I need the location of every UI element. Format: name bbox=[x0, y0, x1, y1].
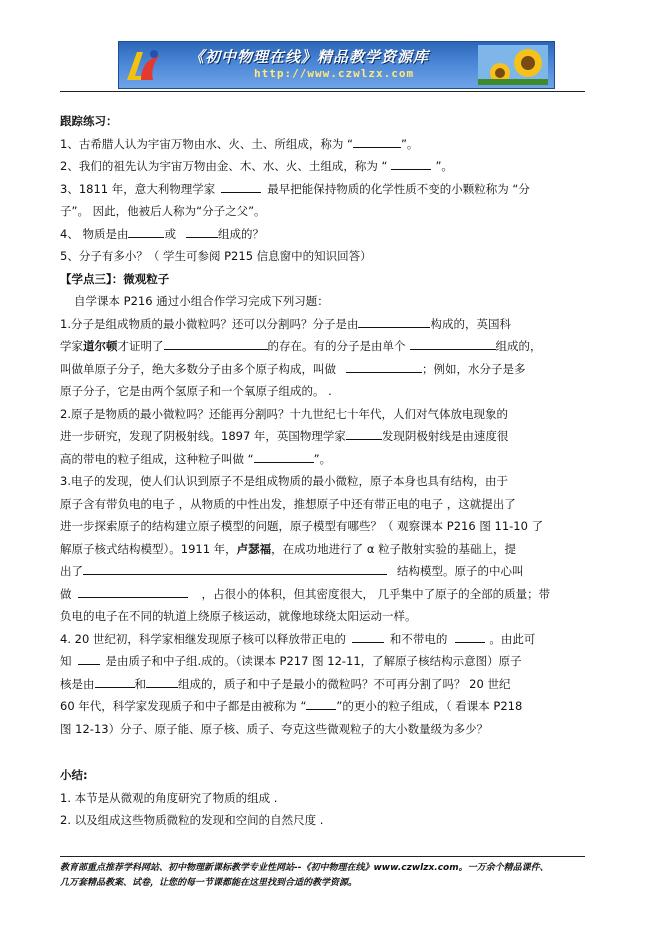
item-4-line-2: 知 是由质子和中子组.成的。（读课本 P217 图 12-11，了解原子核结构示意图）原子 bbox=[60, 650, 590, 673]
answer-blank bbox=[186, 224, 218, 238]
answer-blank bbox=[346, 359, 422, 373]
answer-blank bbox=[164, 336, 268, 350]
item-4-line-5: 图 12-13）分子、原子能、原子核、质子、夸克这些微观粒子的大小数量级为多少？ bbox=[60, 721, 489, 736]
question-4: 4、 物质是由 或 组成的？ bbox=[60, 223, 590, 246]
question-3: 3、1811 年，意大利物理学家 最早把能保持物质的化学性质不变的小颗粒称为 “分 bbox=[60, 178, 590, 201]
header-rule bbox=[60, 91, 585, 92]
item-2-line-3: 高的带电的粒子组成，这种粒子叫做 “ ”。 bbox=[60, 448, 590, 471]
answer-blank bbox=[353, 134, 401, 148]
answer-blank bbox=[358, 314, 430, 328]
item-3-line-5: 出了 结构模型。原子的中心叫 bbox=[60, 560, 590, 583]
answer-blank bbox=[128, 224, 164, 238]
item-1-line-2: 学家道尔顿才证明了 的存在。有的分子是由单个 组成的， bbox=[60, 335, 590, 358]
answer-blank bbox=[95, 674, 135, 688]
document-body bbox=[60, 110, 590, 832]
header-banner bbox=[118, 41, 555, 89]
item-4-line-4: 60 年代，科学家发现质子和中子都是由被称为 “ ”的更小的粒子组成，（ 看课本 P218 bbox=[60, 695, 590, 718]
point3-heading: 【学点三】：微观粒子 bbox=[60, 271, 170, 286]
answer-blank bbox=[306, 696, 336, 710]
item-1-line-4: 原子分子，它是由两个氢原子和一个氧原子组成的。 . bbox=[60, 384, 332, 398]
practice-heading: 跟踪练习： bbox=[60, 114, 118, 128]
answer-blank bbox=[410, 336, 496, 350]
answer-blank bbox=[146, 674, 178, 688]
item-3-line-6: 做 ，占很小的体积，但其密度很大， 几乎集中了原子的全部的质量；带 bbox=[60, 583, 590, 606]
footer-rule bbox=[60, 856, 585, 857]
question-2: 2、我们的祖先认为宇宙万物由金、木、水、火、土组成，称为 “ ”。 bbox=[60, 155, 590, 178]
item-2-line-1: 2.原子是物质的最小微粒吗？还能再分割吗？十九世纪七十年代，人们对气体放电现象的 bbox=[60, 406, 508, 421]
site-logo-icon bbox=[123, 46, 163, 84]
item-3-line-1: 3.电子的发现，使人们认识到原子不是组成物质的最小微粒，原子本身也具有结构，由于 bbox=[60, 474, 508, 488]
answer-blank bbox=[352, 629, 384, 643]
answer-blank bbox=[346, 426, 382, 440]
answer-blank bbox=[78, 651, 100, 665]
answer-blank bbox=[254, 449, 314, 463]
banner-url: http://www.czwlzx.com bbox=[254, 67, 415, 80]
answer-blank bbox=[83, 561, 387, 575]
summary-heading: 小结: bbox=[60, 768, 88, 782]
item-1-line-3: 叫做单原子分子，绝大多数分子由多个原子构成，叫做 ；例如，水分子是多 bbox=[60, 358, 590, 381]
item-1-line-1: 1.分子是组成物质的最小微粒吗？还可以分割吗？分子是由 构成的，英国科 bbox=[60, 313, 590, 336]
item-3-line-3: 进一步探索原子的结构建立原子模型的问题，原子模型有哪些？（ 观察课本 P216 图 11-10 了 bbox=[60, 519, 544, 533]
question-1: 1、古希腊人认为宇宙万物由水、火、土、所组成，称为 “ ”。 bbox=[60, 133, 590, 156]
item-2-line-2: 进一步研究，发现了阴极射线。1897 年，英国物理学家 发现阴极射线是由速度很 bbox=[60, 425, 590, 448]
footer-line-2: 几万套精品教案、试卷，让您的每一节课都能在这里找到合适的教学资源。 bbox=[60, 878, 358, 888]
answer-blank bbox=[78, 584, 188, 598]
item-4-line-1: 4. 20 世纪初，科学家相继发现原子核可以释放带正电的 和不带电的 。由此可 bbox=[60, 628, 590, 651]
banner-title: 《初中物理在线》精品教学资源库 bbox=[189, 48, 430, 66]
summary-item: 2. 以及组成这些物质微粒的发现和空间的自然尺度 . bbox=[60, 813, 324, 827]
question-3-cont: 子”。 因此，他被后人称为“分子之父”。 bbox=[60, 204, 266, 218]
item-4-line-3: 核是由 和 组成的，质子和中子是最小的微粒吗？不可再分割了吗？ 20 世纪 bbox=[60, 673, 590, 696]
item-3-line-2: 原子含有带负电的电子 ，从物质的中性出发，推想原子中还有带正电的电子 ，这就提出了 bbox=[60, 496, 516, 511]
question-5: 5、分子有多小？（ 学生可参阅 P215 信息窗中的知识回答） bbox=[60, 249, 372, 263]
footer-line-1: 教育部重点推荐学科网站、初中物理新课标教学专业性网站--《初中物理在线》www.czwlzx.com。一万余个精品课件、 bbox=[60, 863, 549, 873]
item-3-line-4: 解原子核式结构模型）。1911 年，卢瑟福，在成功地进行了 α 粒子散射实验的基础上，提 bbox=[60, 541, 517, 556]
answer-blank bbox=[391, 156, 431, 170]
summary-item: 1. 本节是从微观的角度研究了物质的组成 . bbox=[60, 790, 278, 805]
point3-intro: 自学课本 P216 通过小组合作学习完成下列习题： bbox=[74, 294, 329, 308]
sunflower-icon bbox=[478, 45, 548, 85]
item-3-line-7: 负电的电子在不同的轨道上绕原子核运动，就像地球绕太阳运动一样。 bbox=[60, 609, 417, 623]
answer-blank bbox=[221, 179, 261, 193]
footer-text bbox=[60, 861, 600, 891]
answer-blank bbox=[455, 629, 485, 643]
